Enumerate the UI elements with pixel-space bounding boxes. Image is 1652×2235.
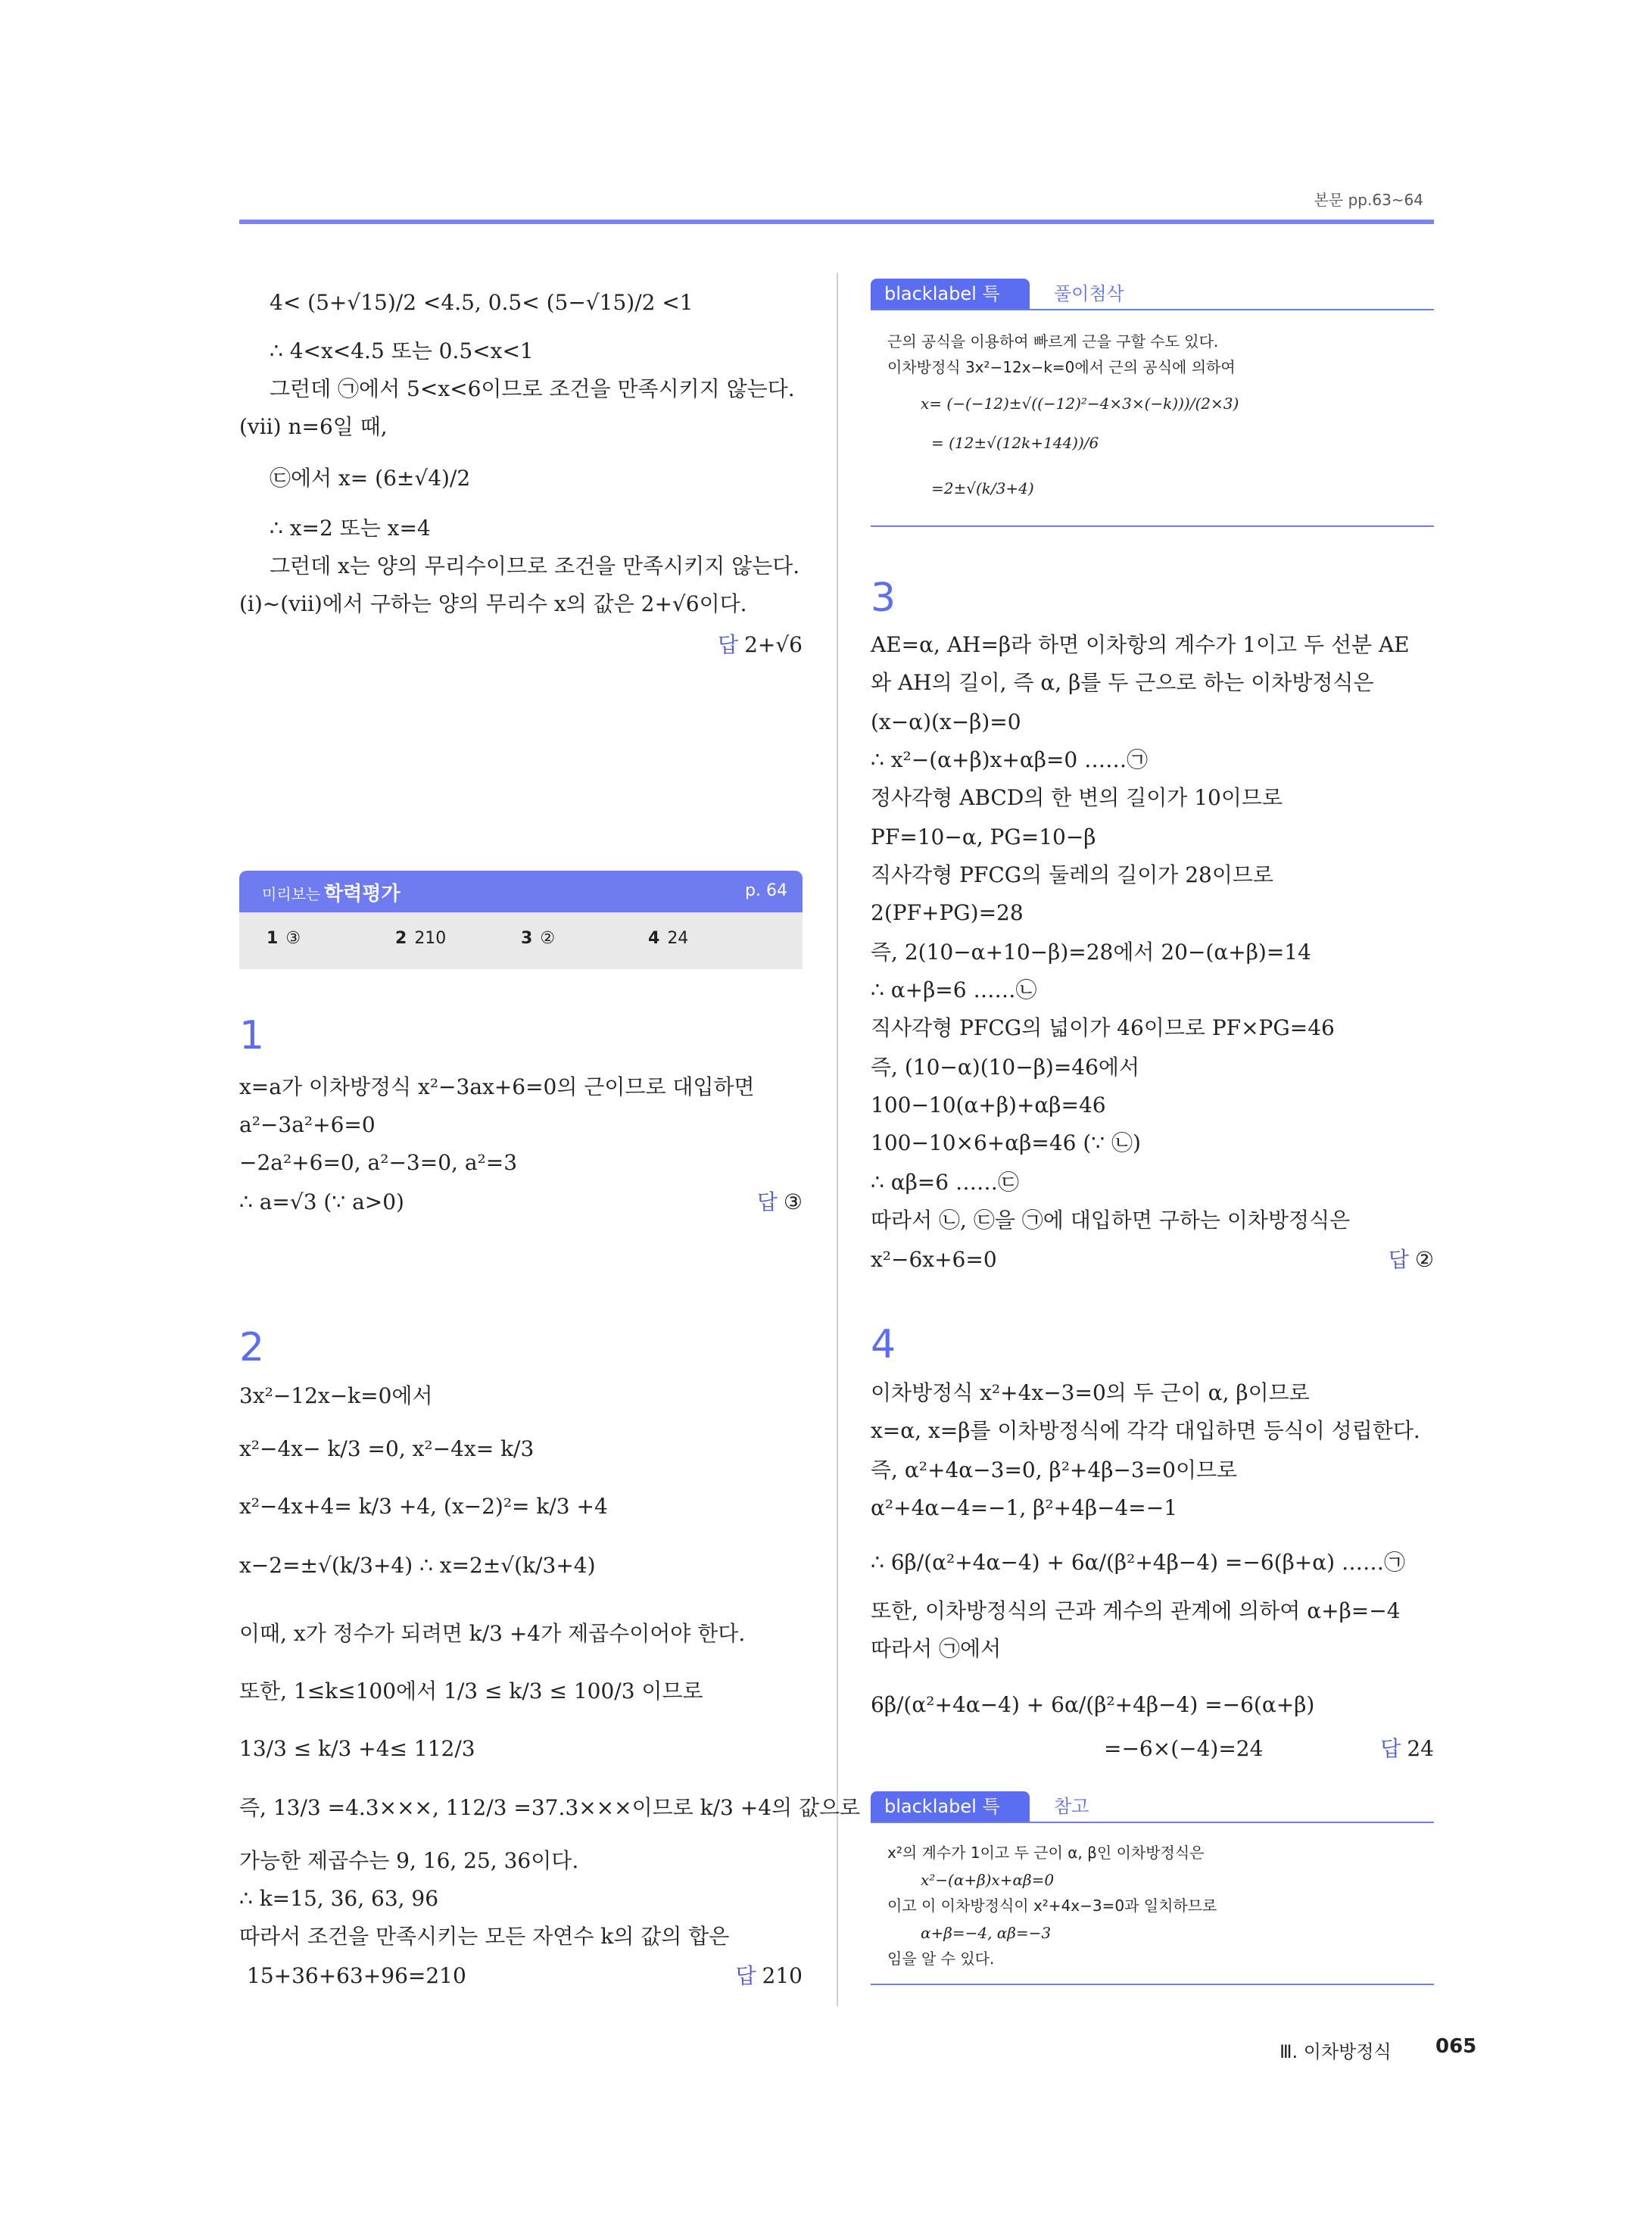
preview-page: p. 64	[745, 881, 787, 900]
answer-value: ②	[1414, 1247, 1434, 1272]
preview-item	[648, 929, 688, 948]
text-line: ∴ α+β=6 ……㉡	[871, 977, 1037, 1002]
preview-item-num: 4	[648, 929, 660, 948]
text-line: =−6×(−4)=24	[1104, 1736, 1264, 1761]
text-line: 따라서 ㉡, ㉢을 ㉠에 대입하면 구하는 이차방정식은	[871, 1208, 1351, 1233]
text-line: −2a²+6=0, a²−3=0, a²=3	[239, 1150, 518, 1175]
text-line: x−2=±√(k/3+4) ∴ x=2±√(k/3+4)	[239, 1553, 596, 1578]
text-line: 그런데 ㉠에서 5<x<6이므로 조건을 만족시키지 않는다.	[270, 376, 795, 401]
preview-item-val: ②	[540, 929, 556, 948]
preview-item	[521, 929, 555, 948]
text-line: ∴ a=√3 (∵ a>0)	[239, 1189, 404, 1214]
answer	[718, 631, 803, 659]
preview-answers	[239, 912, 803, 969]
text-line: ㉢에서 x= (6±√4)/2	[270, 466, 471, 491]
text-line: ∴ x²−(α+β)x+αβ=0 ……㉠	[871, 747, 1149, 772]
text-line: 13/3 ≤ k/3 +4≤ 112/3	[239, 1736, 475, 1761]
note-line: 이차방정식 3x²−12x−k=0에서 근의 공식에 의하여	[887, 358, 1236, 376]
preview-item-val: ③	[285, 929, 301, 948]
text-line: x²−4x− k/3 =0, x²−4x= k/3	[239, 1436, 535, 1461]
answer-label: 답	[1388, 1247, 1409, 1272]
text-line: 또한, 1≤k≤100에서 1/3 ≤ k/3 ≤ 100/3 이므로	[239, 1679, 703, 1704]
text-line: a²−3a²+6=0	[239, 1112, 376, 1137]
blacklabel-subtitle: 풀이첨삭	[1054, 283, 1124, 304]
text-line: x=α, x=β를 이차방정식에 각각 대입하면 등식이 성립한다.	[871, 1418, 1420, 1443]
text-line: 2(PF+PG)=28	[871, 900, 1024, 925]
footer-page-number: 065	[1435, 2035, 1477, 2058]
blacklabel-top-rule	[871, 1822, 1434, 1823]
answer-value: 210	[762, 1963, 803, 1988]
preview-item-val: 24	[667, 929, 689, 948]
blacklabel-top-rule	[871, 309, 1434, 310]
answer-value: ③	[783, 1189, 803, 1214]
text-line: ∴ k=15, 36, 63, 96	[239, 1886, 439, 1911]
text-line: 즉, 13/3 =4.3×××, 112/3 =37.3×××이므로 k/3 +4의 값으로	[239, 1795, 861, 1820]
note-line: =2±√(k/3+4)	[931, 479, 1034, 497]
note-line: x²의 계수가 1이고 두 근이 α, β인 이차방정식은	[887, 1844, 1205, 1862]
text-line: 즉, (10−α)(10−β)=46에서	[871, 1055, 1140, 1080]
blacklabel-tab: blacklabel 특강	[871, 1791, 1030, 1822]
text-line: 6β/(α²+4α−4) + 6α/(β²+4β−4) =−6(α+β)	[871, 1692, 1315, 1717]
preview-item	[267, 929, 301, 948]
note-line: α+β=−4, αβ=−3	[921, 1924, 1052, 1942]
text-line: 100−10×6+αβ=46 (∵ ㉡)	[871, 1130, 1141, 1155]
answer-label: 답	[756, 1189, 778, 1214]
note-line: = (12±√(12k+144))/6	[931, 434, 1099, 452]
question-number: 3	[871, 575, 896, 621]
preview-item	[395, 929, 446, 948]
answer	[757, 1189, 803, 1216]
text-line: 100−10(α+β)+αβ=46	[871, 1093, 1106, 1118]
answer-label: 답	[1380, 1736, 1401, 1761]
text-line: (x−α)(x−β)=0	[871, 709, 1021, 734]
preview-item-val: 210	[414, 929, 447, 948]
answer	[735, 1962, 803, 1990]
question-number: 2	[239, 1325, 265, 1370]
note-line: x= (−(−12)±√((−12)²−4×3×(−k)))/(2×3)	[921, 394, 1239, 413]
text-line: 즉, 2(10−α+10−β)=28에서 20−(α+β)=14	[871, 940, 1311, 965]
text-line: α²+4α−4=−1, β²+4β−4=−1	[871, 1495, 1178, 1520]
header-page-ref: 본문 pp.63~64	[1314, 191, 1423, 209]
note-line: x²−(α+β)x+αβ=0	[921, 1871, 1055, 1889]
text-line: 따라서 ㉠에서	[871, 1636, 1002, 1661]
answer-label: 답	[735, 1963, 756, 1988]
text-line: 또한, 이차방정식의 근과 계수의 관계에 의하여 α+β=−4	[871, 1598, 1401, 1623]
text-line: 15+36+63+96=210	[247, 1963, 466, 1988]
text-line: 직사각형 PFCG의 넓이가 46이므로 PF×PG=46	[871, 1015, 1335, 1040]
text-line: 가능한 제곱수는 9, 16, 25, 36이다.	[239, 1848, 579, 1873]
text-line: ∴ αβ=6 ……㉢	[871, 1170, 1019, 1195]
text-line: x²−6x+6=0	[871, 1247, 997, 1272]
text-line: PF=10−α, PG=10−β	[871, 824, 1096, 849]
text-line: 이차방정식 x²+4x−3=0의 두 근이 α, β이므로	[871, 1380, 1310, 1405]
preview-header	[239, 871, 803, 912]
text-line: (ⅶ) n=6일 때,	[239, 414, 388, 439]
preview-item-num: 1	[267, 929, 279, 948]
answer-value: 24	[1407, 1736, 1434, 1761]
column-divider	[837, 273, 838, 2006]
text-line: ∴ 4<x<4.5 또는 0.5<x<1	[270, 338, 534, 363]
answer	[1380, 1735, 1434, 1763]
text-line: x=a가 이차방정식 x²−3ax+6=0의 근이므로 대입하면	[239, 1074, 755, 1099]
text-line: 따라서 조건을 만족시키는 모든 자연수 k의 값의 합은	[239, 1924, 730, 1949]
answer-label: 답	[718, 632, 739, 657]
note-line: 근의 공식을 이용하여 빠르게 근을 구할 수도 있다.	[887, 332, 1219, 351]
blacklabel-bottom-rule	[871, 525, 1434, 527]
text-line: AE=α, AH=β라 하면 이차항의 계수가 1이고 두 선분 AE	[871, 632, 1410, 657]
text-line: 4< (5+√15)/2 <4.5, 0.5< (5−√15)/2 <1	[270, 290, 694, 315]
text-line: x²−4x+4= k/3 +4, (x−2)²= k/3 +4	[239, 1494, 608, 1519]
blacklabel-tab: blacklabel 특강	[871, 279, 1030, 309]
preview-item-num: 2	[395, 929, 407, 948]
text-line: ∴ x=2 또는 x=4	[270, 516, 431, 541]
question-number: 1	[239, 1013, 265, 1058]
text-line: 와 AH의 길이, 즉 α, β를 두 근으로 하는 이차방정식은	[871, 670, 1374, 695]
question-number: 4	[871, 1322, 896, 1367]
preview-title: 학력평가	[324, 883, 401, 906]
text-line: (ⅰ)~(ⅶ)에서 구하는 양의 무리수 x의 값은 2+√6이다.	[239, 591, 747, 616]
answer	[1389, 1246, 1434, 1273]
note-line: 이고 이 이차방정식이 x²+4x−3=0과 일치하므로	[887, 1897, 1217, 1915]
footer-chapter: Ⅲ. 이차방정식	[1280, 2041, 1392, 2062]
blacklabel-bottom-rule	[871, 1984, 1434, 1985]
preview-item-num: 3	[521, 929, 533, 948]
text-line: 그런데 x는 양의 무리수이므로 조건을 만족시키지 않는다.	[270, 553, 800, 578]
text-line: 이때, x가 정수가 되려면 k/3 +4가 제곱수이어야 한다.	[239, 1621, 746, 1646]
preview-small: 미리보는	[262, 885, 321, 903]
blacklabel-subtitle: 참고	[1054, 1796, 1089, 1817]
note-line: 임을 알 수 있다.	[887, 1950, 995, 1968]
text-line: 직사각형 PFCG의 둘레의 길이가 28이므로	[871, 862, 1273, 887]
text-line: 3x²−12x−k=0에서	[239, 1383, 433, 1408]
text-line: ∴ 6β/(α²+4α−4) + 6α/(β²+4β−4) =−6(β+α) ……㉠	[871, 1550, 1405, 1575]
text-line: 즉, α²+4α−3=0, β²+4β−3=0이므로	[871, 1457, 1238, 1482]
header-rule	[239, 220, 1434, 224]
answer-value: 2+√6	[744, 632, 803, 657]
text-line: 정사각형 ABCD의 한 변의 길이가 10이므로	[871, 785, 1283, 810]
